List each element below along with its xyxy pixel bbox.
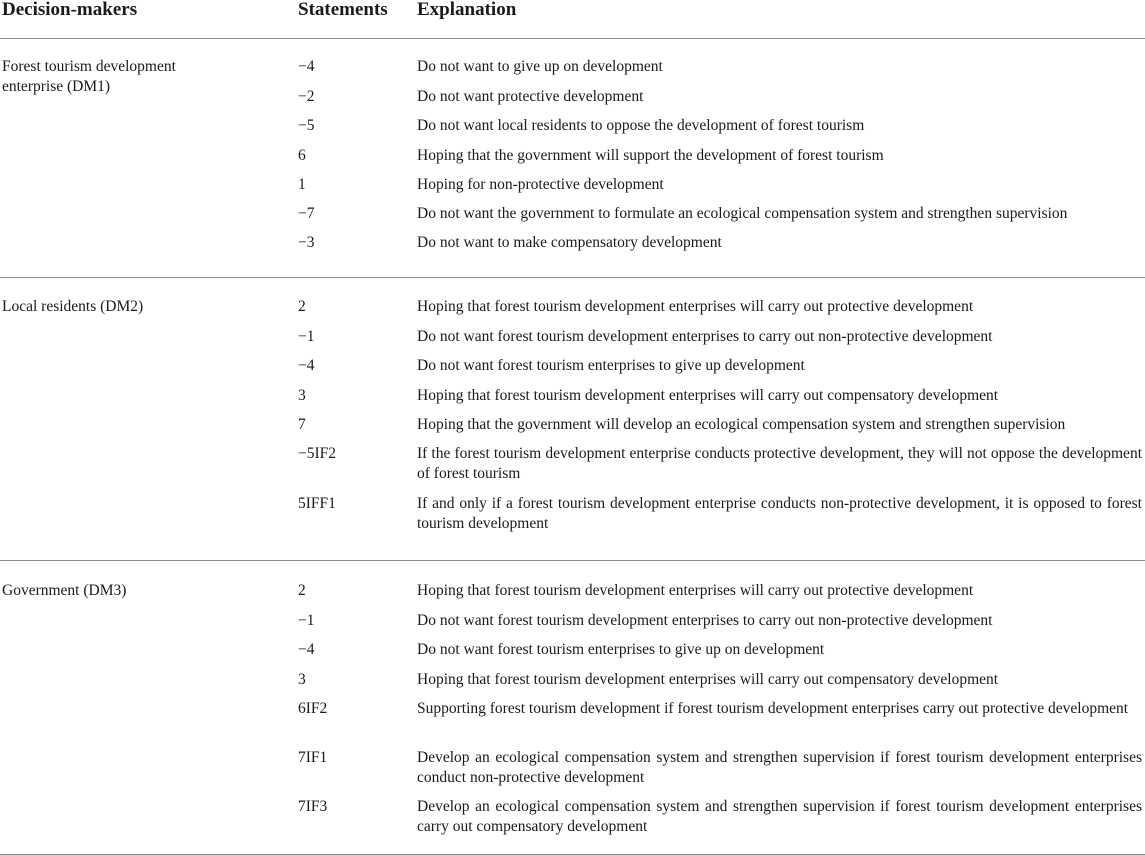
table-row [0, 581, 1145, 611]
explanation-cell: Do not want forest tourism development enterprises to carry out non-protective development [417, 612, 993, 629]
header-statements: Statements [298, 0, 388, 20]
explanation-cell: Do not want protective development [417, 88, 644, 105]
table-row [0, 233, 1145, 262]
statement-cell: −1 [298, 612, 315, 629]
table-row [0, 87, 1145, 116]
table-row [0, 611, 1145, 640]
table-row [0, 57, 1145, 87]
explanation-cell: Hoping that forest tourism development enterprises will carry out compensatory development [417, 671, 999, 688]
table-row [0, 640, 1145, 670]
explanation-cell: If the forest tourism development enterprise conducts protective development, they will not oppose the development of forest tourism [417, 445, 1142, 482]
table-row [0, 356, 1145, 386]
header-explanation: Explanation [417, 0, 517, 20]
statement-cell: −5IF2 [298, 445, 337, 462]
explanation-cell: Do not want forest tourism enterprises to give up on development [417, 641, 825, 658]
explanation-cell: If and only if a forest tourism development enterprise conducts non-protective development, it is opposed to forest tourism development [417, 495, 1142, 532]
group-dm3 [0, 561, 1145, 855]
explanation-cell: Do not want local residents to oppose the development of forest tourism [417, 117, 865, 134]
table-row [0, 444, 1145, 494]
statement-cell: −4 [298, 641, 315, 658]
explanation-cell: Supporting forest tourism development if forest tourism development enterprises carry out protective development [417, 700, 1129, 717]
group-dm2 [0, 278, 1145, 561]
table-row [0, 146, 1145, 175]
explanation-cell: Hoping that forest tourism development enterprises will carry out compensatory development [417, 387, 999, 404]
explanation-cell: Hoping that the government will develop an ecological compensation system and strengthen supervision [417, 416, 1066, 433]
decision-maker-label: Forest tourism development enterprise (DM1) [2, 58, 176, 95]
explanation-cell: Hoping that the government will support the development of forest tourism [417, 147, 884, 164]
table-row [0, 748, 1145, 797]
statement-cell: 1 [298, 176, 306, 193]
table-header [0, 0, 1145, 39]
statement-cell: 7IF3 [298, 798, 328, 815]
explanation-cell: Hoping that forest tourism development enterprises will carry out protective development [417, 298, 974, 315]
statement-cell: −5 [298, 117, 315, 134]
statement-cell: 3 [298, 671, 306, 688]
table-row [0, 699, 1145, 748]
statement-cell: 2 [298, 582, 306, 599]
decision-maker-label: Local residents (DM2) [2, 298, 144, 315]
explanation-cell: Do not want to give up on development [417, 58, 663, 75]
table-row [0, 415, 1145, 444]
statement-cell: −2 [298, 88, 315, 105]
decision-maker-label: Government (DM3) [2, 582, 127, 599]
statement-cell: 5IFF1 [298, 495, 336, 512]
statement-cell: −4 [298, 58, 315, 75]
statement-cell: −7 [298, 205, 315, 222]
statement-cell: −3 [298, 234, 315, 251]
table-row [0, 327, 1145, 356]
group-dm1 [0, 39, 1145, 278]
statement-cell: 6 [298, 147, 306, 164]
explanation-cell: Develop an ecological compensation system and strengthen supervision if forest tourism development enterprises carry out compensatory development [417, 798, 1142, 835]
explanation-cell: Develop an ecological compensation system and strengthen supervision if forest tourism development enterprises conduct non-protective development [417, 749, 1142, 786]
explanation-cell: Hoping that forest tourism development enterprises will carry out protective development [417, 582, 974, 599]
table-row [0, 797, 1145, 837]
statement-cell: −4 [298, 357, 315, 374]
explanation-cell: Do not want forest tourism enterprises to give up development [417, 357, 805, 374]
table-row [0, 116, 1145, 146]
explanation-cell: Do not want forest tourism development enterprises to carry out non-protective development [417, 328, 993, 345]
table-row [0, 204, 1145, 233]
header-decision-makers: Decision-makers [2, 0, 138, 20]
statement-cell: 7IF1 [298, 749, 328, 766]
table-row [0, 386, 1145, 415]
table-row [0, 175, 1145, 204]
statement-cell: −1 [298, 328, 315, 345]
explanation-cell: Do not want the government to formulate an ecological compensation system and strengthen supervision [417, 205, 1068, 222]
table-row [0, 297, 1145, 327]
table-row [0, 670, 1145, 699]
statement-cell: 2 [298, 298, 306, 315]
explanation-cell: Do not want to make compensatory development [417, 234, 722, 251]
statement-cell: 7 [298, 416, 306, 433]
table-row [0, 494, 1145, 534]
explanation-cell: Hoping for non-protective development [417, 176, 664, 193]
statement-cell: 3 [298, 387, 306, 404]
statement-cell: 6IF2 [298, 700, 328, 717]
